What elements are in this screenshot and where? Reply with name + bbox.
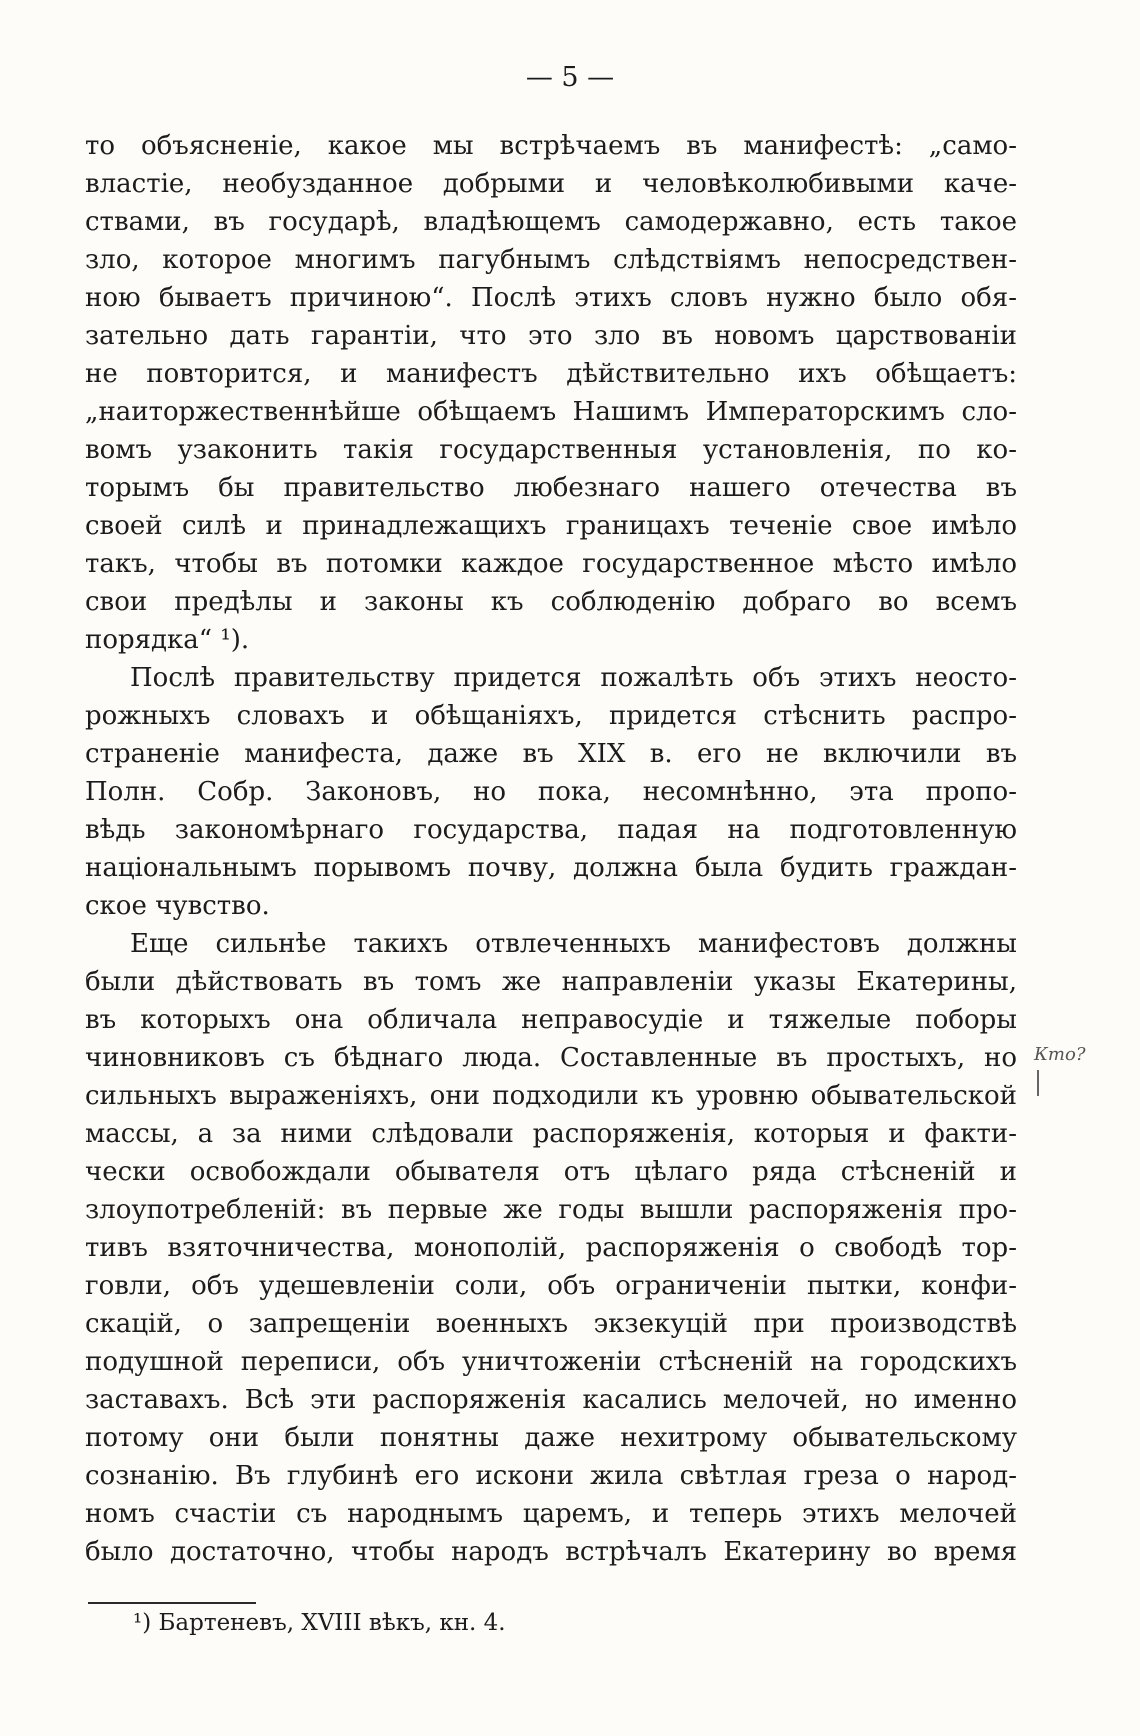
text-line: ствами, въ государѣ, владѣющемъ самодержавно, есть такое (85, 207, 1017, 237)
text-line: заставахъ. Всѣ эти распоряженія касались мелочей, но именно (85, 1385, 1017, 1415)
text-line: потому они были понятны даже нехитрому обывательскому (85, 1423, 1017, 1453)
margin-note: Кто? (1034, 1044, 1086, 1065)
text-line: скацій, о запрещеніи военныхъ экзекуцій при производствѣ (85, 1309, 1017, 1339)
text-line: властіе, необузданное добрыми и человѣколюбивыми каче- (85, 169, 1017, 199)
text-line: ною бываетъ причиною“. Послѣ этихъ словъ нужно было обя- (85, 283, 1017, 313)
margin-mark (1037, 1070, 1039, 1096)
text-line: тивъ взяточничества, монополій, распоряженія о свободѣ тор- (85, 1233, 1017, 1263)
text-line: страненіе манифеста, даже въ XIX в. его не включили въ (85, 739, 1017, 769)
text-line: „наиторжественнѣйше обѣщаемъ Нашимъ Императорскимъ сло- (85, 397, 1017, 427)
footnote-rule (88, 1602, 256, 1604)
text-line: Полн. Собр. Законовъ, но пока, несомнѣнно, эта пропо- (85, 777, 1017, 807)
text-line: говли, объ удешевленіи соли, объ ограниченіи пытки, конфи- (85, 1271, 1017, 1301)
text-line: своей силѣ и принадлежащихъ границахъ теченіе свое имѣло (85, 511, 1017, 541)
text-line: свои предѣлы и законы къ соблюденію добраго во всемъ (85, 587, 1017, 617)
page-number: — 5 — (525, 62, 615, 93)
text-line: не повторится, и манифестъ дѣйствительно ихъ обѣщаетъ: (85, 359, 1017, 389)
text-line: зло, которое многимъ пагубнымъ слѣдствіямъ непосредствен- (85, 245, 1017, 275)
text-line: сознанію. Въ глубинѣ его искони жила свѣтлая греза о народ- (85, 1461, 1017, 1491)
text-line: номъ счастіи съ народнымъ царемъ, и теперь этихъ мелочей (85, 1499, 1017, 1529)
text-line: Еще сильнѣе такихъ отвлеченныхъ манифестовъ должны (130, 929, 1017, 959)
text-line: въ которыхъ она обличала неправосудіе и тяжелые поборы (85, 1005, 1017, 1035)
text-line: торымъ бы правительство любезнаго нашего отечества въ (85, 473, 1017, 503)
text-line: вѣдь закономѣрнаго государства, падая на подготовленную (85, 815, 1017, 845)
text-line: такъ, чтобы въ потомки каждое государственное мѣсто имѣло (85, 549, 1017, 579)
footnote: ¹) Бартеневъ, XVIII вѣкъ, кн. 4. (133, 1610, 506, 1636)
text-line: подушной переписи, объ уничтоженіи стѣсненій на городскихъ (85, 1347, 1017, 1377)
text-line: чески освобождали обывателя отъ цѣлаго ряда стѣсненій и (85, 1157, 1017, 1187)
text-line: національнымъ порывомъ почву, должна была будить граждан- (85, 853, 1017, 883)
text-line: злоупотребленій: въ первые же годы вышли распоряженія про- (85, 1195, 1017, 1225)
text-line: Послѣ правительству придется пожалѣть объ этихъ неосто- (130, 663, 1017, 693)
text-line: порядка“ ¹). (85, 625, 250, 655)
text-line: ское чувство. (85, 891, 270, 921)
text-line: рожныхъ словахъ и обѣщаніяхъ, придется стѣснить распро- (85, 701, 1017, 731)
text-line: чиновниковъ съ бѣднаго люда. Составленные въ простыхъ, но (85, 1043, 1017, 1073)
text-line: массы, а за ними слѣдовали распоряженія, которыя и факти- (85, 1119, 1017, 1149)
text-line: вомъ узаконить такія государственныя установленія, по ко- (85, 435, 1017, 465)
text-line: то объясненіе, какое мы встрѣчаемъ въ манифестѣ: „само- (85, 131, 1017, 161)
text-line: было достаточно, чтобы народъ встрѣчалъ Екатерину во время (85, 1537, 1017, 1567)
text-line: были дѣйствовать въ томъ же направленіи указы Екатерины, (85, 967, 1017, 997)
text-line: сильныхъ выраженіяхъ, они подходили къ уровню обывательской (85, 1081, 1017, 1111)
text-line: зательно дать гарантіи, что это зло въ новомъ царствованіи (85, 321, 1017, 351)
